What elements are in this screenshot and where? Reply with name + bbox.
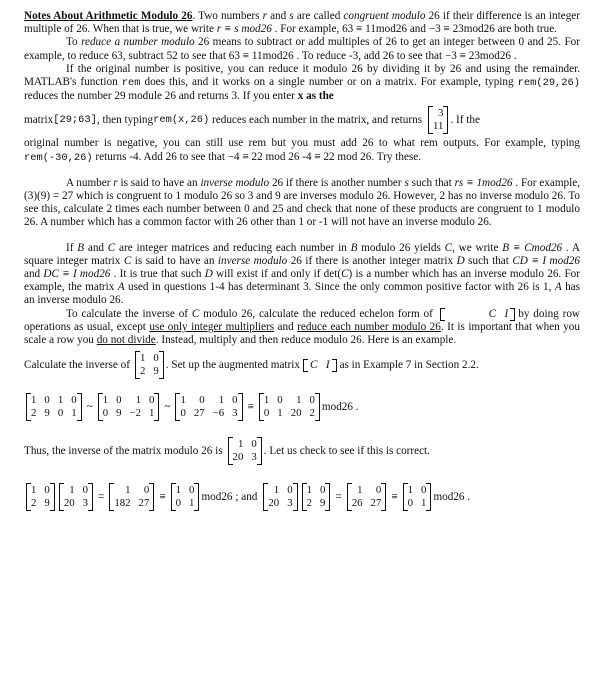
text-span: 0 xyxy=(199,394,205,407)
check-matrix-f xyxy=(302,483,331,511)
text-span: 1 xyxy=(71,407,77,420)
text-span: . Set up the augmented matrix xyxy=(165,358,300,371)
text-span: mod26 ; and xyxy=(201,490,258,503)
text-span: If xyxy=(66,241,78,254)
text-span: D xyxy=(456,254,465,267)
text-span: −2 xyxy=(129,407,141,420)
text-span: 3 xyxy=(438,107,444,120)
text-span: C xyxy=(341,268,349,281)
text-span: does this, and it works on a single number or on a matrix. For example, typing xyxy=(140,76,518,89)
text-span: -4 ≡ 22 mod 26 xyxy=(299,150,372,163)
text-span: matrix xyxy=(24,113,54,126)
text-span: I xyxy=(325,358,330,371)
text-span: 1 xyxy=(237,438,244,451)
text-span: 0 xyxy=(180,407,186,420)
text-span: −4 ≡ 22 mod 26 xyxy=(227,150,300,163)
text-span: , we write xyxy=(452,241,503,254)
text-span: 1 xyxy=(31,394,37,407)
text-span: 0 xyxy=(44,394,50,407)
text-span: rem xyxy=(121,77,141,90)
text-span: −6 xyxy=(212,407,225,420)
text-span: . It is important that when you scale a row you xyxy=(24,321,580,347)
text-span: 3 xyxy=(232,407,238,420)
text-span: and xyxy=(24,268,44,281)
text-span: as in Example 7 in Section 2.2. xyxy=(339,358,479,371)
text-span: 26 if there is another number xyxy=(269,176,405,189)
text-span: ≡ xyxy=(247,400,254,413)
matrix-inverse-result xyxy=(228,437,262,465)
text-span: 2 xyxy=(139,365,146,378)
text-span: 2 xyxy=(309,407,315,420)
text-span: s xyxy=(404,176,409,189)
text-span: 9 xyxy=(116,407,122,420)
text-span: ≡ xyxy=(159,490,166,503)
text-span: ≡ xyxy=(391,490,398,503)
text-span: C xyxy=(191,307,200,320)
text-span: 20 xyxy=(268,497,280,510)
paragraph-inverse-method xyxy=(24,308,580,348)
text-span: ~ xyxy=(86,400,93,413)
text-span: 1 xyxy=(57,394,64,407)
paragraph-matlab-rem xyxy=(24,63,580,104)
text-span: 2 xyxy=(31,497,37,510)
text-span: 1 xyxy=(31,484,37,497)
text-span: 0 xyxy=(71,394,77,407)
text-span: will exist if and only if det( xyxy=(212,268,342,281)
text-span: and xyxy=(274,321,298,334)
text-span: B xyxy=(77,241,85,254)
text-span: 1 xyxy=(218,394,225,407)
text-span: . xyxy=(511,49,517,62)
matrix-step-1 xyxy=(26,393,82,421)
text-span: C xyxy=(123,254,132,267)
text-span: 9 xyxy=(153,365,159,378)
text-span: 1 xyxy=(296,394,302,407)
matrix-rem-result xyxy=(428,106,448,134)
text-span: rem(-30,26) xyxy=(24,151,93,164)
text-span: −3 ≡ 23mod26 xyxy=(444,49,512,62)
text-span: are integer matrices and reducing each number in xyxy=(115,241,351,254)
text-span: 0 xyxy=(251,438,257,451)
check-line xyxy=(24,483,580,511)
text-span: has an inverse modulo 26. xyxy=(24,281,580,307)
document-page xyxy=(24,10,580,511)
text-span: 27 xyxy=(138,497,150,510)
text-span: 9 xyxy=(44,407,50,420)
text-span: . Try these. xyxy=(371,150,422,163)
text-span: = xyxy=(98,490,105,503)
text-span: used in questions 1-4 has determinant 3. Since the only common positive factor with 26 is 1, xyxy=(124,281,555,294)
text-span: 20 xyxy=(63,497,75,510)
text-span: 0 xyxy=(57,407,64,420)
text-span: 1 xyxy=(125,484,131,497)
text-span: 182 xyxy=(114,497,131,510)
check-matrix-b xyxy=(59,483,93,511)
text-span: use only integer multipliers xyxy=(149,321,275,334)
text-span: Calculate the inverse of xyxy=(24,358,130,371)
text-span: as the xyxy=(303,90,334,103)
text-span: such that xyxy=(408,176,455,189)
paragraph-matlab-negative xyxy=(24,137,580,164)
text-span: To xyxy=(66,36,82,49)
text-span: 0 xyxy=(44,484,50,497)
document-title: Notes About Arithmetic Modulo 26 xyxy=(24,10,193,22)
text-span: B xyxy=(350,241,358,254)
paragraph-reduce xyxy=(24,36,580,62)
text-span: modulo 26 yields xyxy=(357,241,445,254)
text-span: I xyxy=(504,307,509,320)
check-matrix-a xyxy=(26,483,55,511)
text-span: A xyxy=(117,281,125,294)
text-span: 1 xyxy=(139,352,146,365)
text-span: 0 xyxy=(143,484,150,497)
text-span: C xyxy=(107,241,116,254)
text-span: 1 xyxy=(357,484,363,497)
text-span: are both true. xyxy=(494,23,557,36)
text-span: r ≡ s mod26 xyxy=(216,23,272,36)
matrix-c xyxy=(135,351,164,379)
text-span: . Two numbers xyxy=(192,10,263,22)
text-span: −3 ≡ 23mod26 xyxy=(428,23,495,36)
text-span: rs ≡ 1mod26 xyxy=(454,176,513,189)
text-span: If the original number is positive, you can reduce it modulo 26 by dividing it by 26 and using the remainder. MATLAB's function xyxy=(24,62,580,89)
text-span: 20 xyxy=(290,407,302,420)
text-span: 0 xyxy=(149,394,155,407)
text-span: [29;63] xyxy=(53,113,97,126)
text-span: 1 xyxy=(180,394,186,407)
paragraph-inverse-matrix xyxy=(24,242,580,308)
text-span: CD ≡ I mod26 xyxy=(512,254,580,267)
text-span: 1 xyxy=(263,394,270,407)
text-span: by doing row operations as usual, except xyxy=(24,307,581,334)
text-span: 0 xyxy=(320,484,326,497)
matrix-step-2 xyxy=(98,393,160,421)
text-span: C xyxy=(488,307,497,320)
paragraph-inverse-number xyxy=(24,177,580,230)
paragraph-congruence xyxy=(24,10,580,36)
thus-line xyxy=(24,437,580,465)
text-span: 27 xyxy=(370,497,382,510)
text-span: 3 xyxy=(287,497,293,510)
text-span: . For example, xyxy=(271,23,343,36)
text-span: . To reduce -3, add 26 to see that xyxy=(293,49,445,62)
text-span: 20 xyxy=(232,451,244,464)
text-span: 0 xyxy=(407,497,414,510)
text-span: and xyxy=(84,241,108,254)
text-span: ) is a number which has an inverse modulo 26. For example, the matrix xyxy=(24,268,580,294)
text-span: 26 xyxy=(351,497,363,510)
text-span: 0 xyxy=(277,394,283,407)
text-span: D xyxy=(204,268,213,281)
text-span: are called xyxy=(293,10,344,22)
text-span: 0 xyxy=(116,394,122,407)
text-span: 3 xyxy=(82,497,89,510)
text-span: reduces each number in the matrix, and returns xyxy=(212,113,423,126)
paragraph-matlab-rem-cont xyxy=(24,106,580,134)
text-span: 1 xyxy=(277,407,283,420)
text-span: 11 xyxy=(433,120,444,133)
augmented-matrix-inline xyxy=(440,308,516,321)
text-span: 0 xyxy=(375,484,382,497)
text-span: is said to have an xyxy=(131,254,218,267)
row-operations xyxy=(24,393,580,421)
text-span: 26 if their difference is an integer multiple of 26. When that is true, we write xyxy=(24,10,580,36)
text-span: 0 xyxy=(102,407,109,420)
text-span: . It is true that such xyxy=(110,268,205,281)
text-span: 63 ≡ 11mod26 xyxy=(342,23,408,36)
text-span: is said to have an xyxy=(117,176,201,189)
text-span: 1 xyxy=(189,497,195,510)
text-span: 2 xyxy=(31,407,37,420)
text-span: 1 xyxy=(102,394,109,407)
check-matrix-g xyxy=(347,483,387,511)
text-span: reduce a number modulo xyxy=(81,36,195,49)
text-span: 0 xyxy=(263,407,270,420)
text-span: , then typing xyxy=(96,113,154,126)
check-matrix-h xyxy=(403,483,432,511)
text-span: C xyxy=(444,241,453,254)
text-span: mod26 . xyxy=(321,400,359,413)
text-span: 1 xyxy=(149,407,155,420)
augmented-matrix-setup xyxy=(303,359,337,372)
text-span: 9 xyxy=(44,497,50,510)
text-span: 0 xyxy=(309,394,315,407)
text-span: . If the xyxy=(450,113,480,126)
text-span: 0 xyxy=(82,484,89,497)
text-span: 0 xyxy=(175,497,182,510)
text-span: reduces the number 29 module 26 and returns 3. If you enter xyxy=(24,90,298,103)
text-span: A number xyxy=(66,176,114,189)
check-matrix-d xyxy=(171,483,200,511)
check-matrix-c xyxy=(109,483,154,511)
text-span: C xyxy=(309,358,318,371)
text-span: . For example, (3)(9) = 27 which is congruent to 1 modulo 26 so 3 and 9 are inverses modulo 26. However, 2 has no inverse modulo 26. To see this, calculate 2 times each number between 0 and 25 and check that none of these products are congruent to 1 modulo 26. A number which has a common factor with 26 other than 1 or -1 will not have an inverse modulo 26. xyxy=(24,176,581,229)
matrix-step-3 xyxy=(175,393,242,421)
text-span: original number is negative, you can still use rem but you must add 26 to what rem outputs. For example, typing xyxy=(24,137,580,150)
text-span: 26 means to subtract or add multiples of 26 to get an integer between 0 and 25. For example, to reduce 63, subtract 52 to see that xyxy=(24,36,580,62)
text-span: 3 xyxy=(251,451,257,464)
text-span: inverse modulo xyxy=(217,254,288,267)
text-span: ~ xyxy=(164,400,171,413)
text-span: 1 xyxy=(69,484,75,497)
text-span: s xyxy=(289,10,294,22)
text-span: 0 xyxy=(189,484,195,497)
check-matrix-e xyxy=(263,483,297,511)
text-span: 0 xyxy=(287,484,293,497)
text-span: 0 xyxy=(153,352,159,365)
text-span: 27 xyxy=(193,407,205,420)
text-span: reduce each number modulo 26 xyxy=(297,321,441,334)
text-span: 1 xyxy=(273,484,280,497)
text-span: mod26 . xyxy=(433,490,471,503)
text-span: r xyxy=(113,176,118,189)
text-span: x xyxy=(297,90,304,103)
text-span: r xyxy=(262,10,267,22)
text-span: 1 xyxy=(306,484,312,497)
text-span: modulo 26, calculate the reduced echelon form of xyxy=(199,307,437,320)
text-span: inverse modulo xyxy=(200,176,270,189)
text-span: A xyxy=(554,281,562,294)
text-span: Thus, the inverse of the matrix modulo 26 is xyxy=(24,444,223,457)
text-span: = xyxy=(335,490,342,503)
text-span: 0 xyxy=(232,394,238,407)
text-span: DC ≡ I mod26 xyxy=(43,268,111,281)
text-span: congruent modulo xyxy=(343,10,426,22)
text-span: rem(x,26) xyxy=(153,113,210,126)
text-span: 9 xyxy=(320,497,326,510)
text-span: and xyxy=(266,10,290,22)
text-span: To calculate the inverse of xyxy=(66,307,192,320)
calc-inverse-line xyxy=(24,351,580,379)
text-span: returns -4. Add 26 to see that xyxy=(92,150,228,163)
text-span: B ≡ Cmod26 xyxy=(502,241,563,254)
text-span: 1 xyxy=(175,484,182,497)
text-span: 1 xyxy=(421,497,427,510)
text-span: do not divide xyxy=(96,334,156,347)
text-span: and xyxy=(407,23,429,36)
text-span: 1 xyxy=(135,394,141,407)
text-span: . A square integer matrix xyxy=(24,241,580,267)
text-span: such that xyxy=(464,254,513,267)
matrix-step-4 xyxy=(259,393,320,421)
text-span: . Let us check to see if this is correct. xyxy=(263,444,430,457)
text-span: rem(29,26) xyxy=(517,77,580,90)
text-span: 1 xyxy=(407,484,414,497)
text-span: 63 ≡ 11mod26 xyxy=(228,49,294,62)
text-span: . Instead, multiply and then reduce modulo 26. Here is an example. xyxy=(155,334,457,347)
text-span: 26 if there is another integer matrix xyxy=(287,254,457,267)
text-span: 2 xyxy=(306,497,312,510)
text-span: 0 xyxy=(421,484,427,497)
